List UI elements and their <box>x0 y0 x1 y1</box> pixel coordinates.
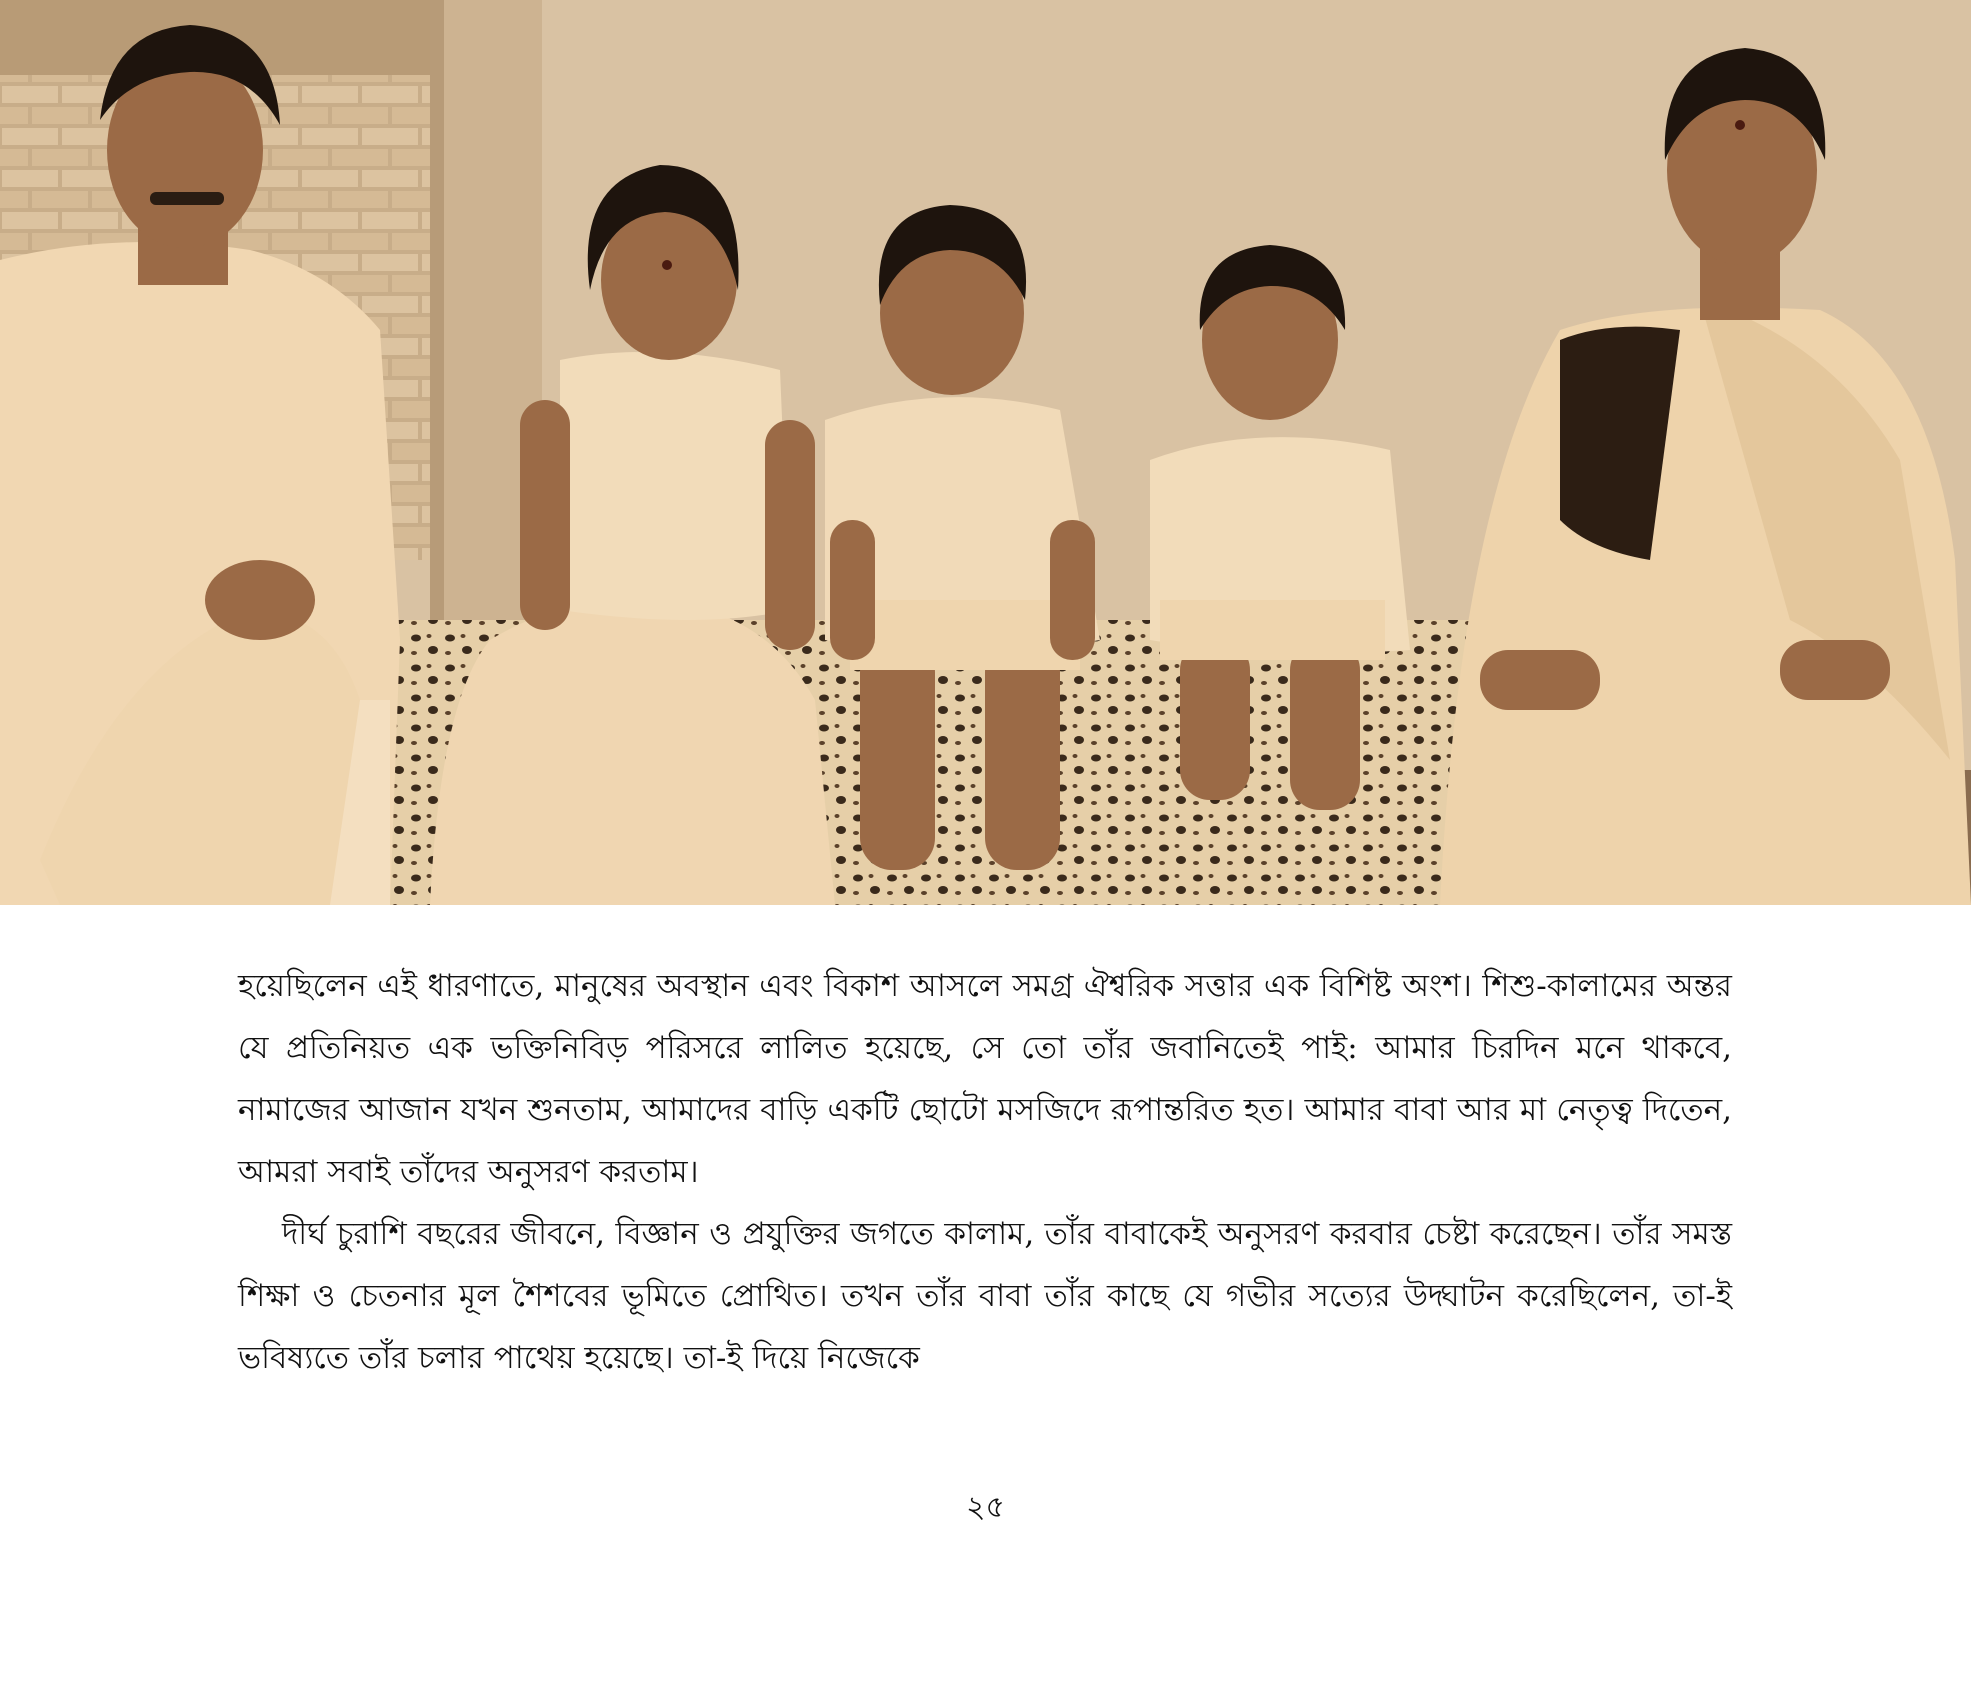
paragraph-1: হয়েছিলেন এই ধারণাতে, মানুষের অবস্থান এবং বিকাশ আসলে সমগ্র ঐশ্বরিক সত্তার এক বিশিষ্ট অংশ। শিশু-কালামের অন্তর যে প্রতিনিয়ত এক ভক্তিনিবিড় পরিসরে লালিত হয়েছে, সে তো তাঁর জবানিতেই পাই: আমার চিরদিন মনে থাকবে, নামাজের আজান যখন শুনতাম, আমাদের বাড়ি একটি ছোটো মসজিদে রূপান্তরিত হত। আমার বাবা আর মা নেতৃত্ব দিতেন, আমরা সবাই তাঁদের অনুসরণ করতাম। <box>238 968 1732 1190</box>
paragraph-2: দীর্ঘ চুরাশি বছরের জীবনে, বিজ্ঞান ও প্রযুক্তির জগতে কালাম, তাঁর বাবাকেই অনুসরণ করবার চেষ্টা করেছেন। তাঁর সমস্ত শিক্ষা ও চেতনার মূল শৈশবের ভূমিতে প্রোথিত। তখন তাঁর বাবা তাঁর কাছে যে গভীর সত্যের উদ্ঘাটন করেছিলেন, তা-ই ভবিষ্যতে তাঁর চলার পাথেয় হয়েছে। তা-ই দিয়ে নিজেকে <box>238 1216 1732 1376</box>
page-number: ২৫ <box>966 1490 1005 1525</box>
body-text <box>238 955 1732 1389</box>
